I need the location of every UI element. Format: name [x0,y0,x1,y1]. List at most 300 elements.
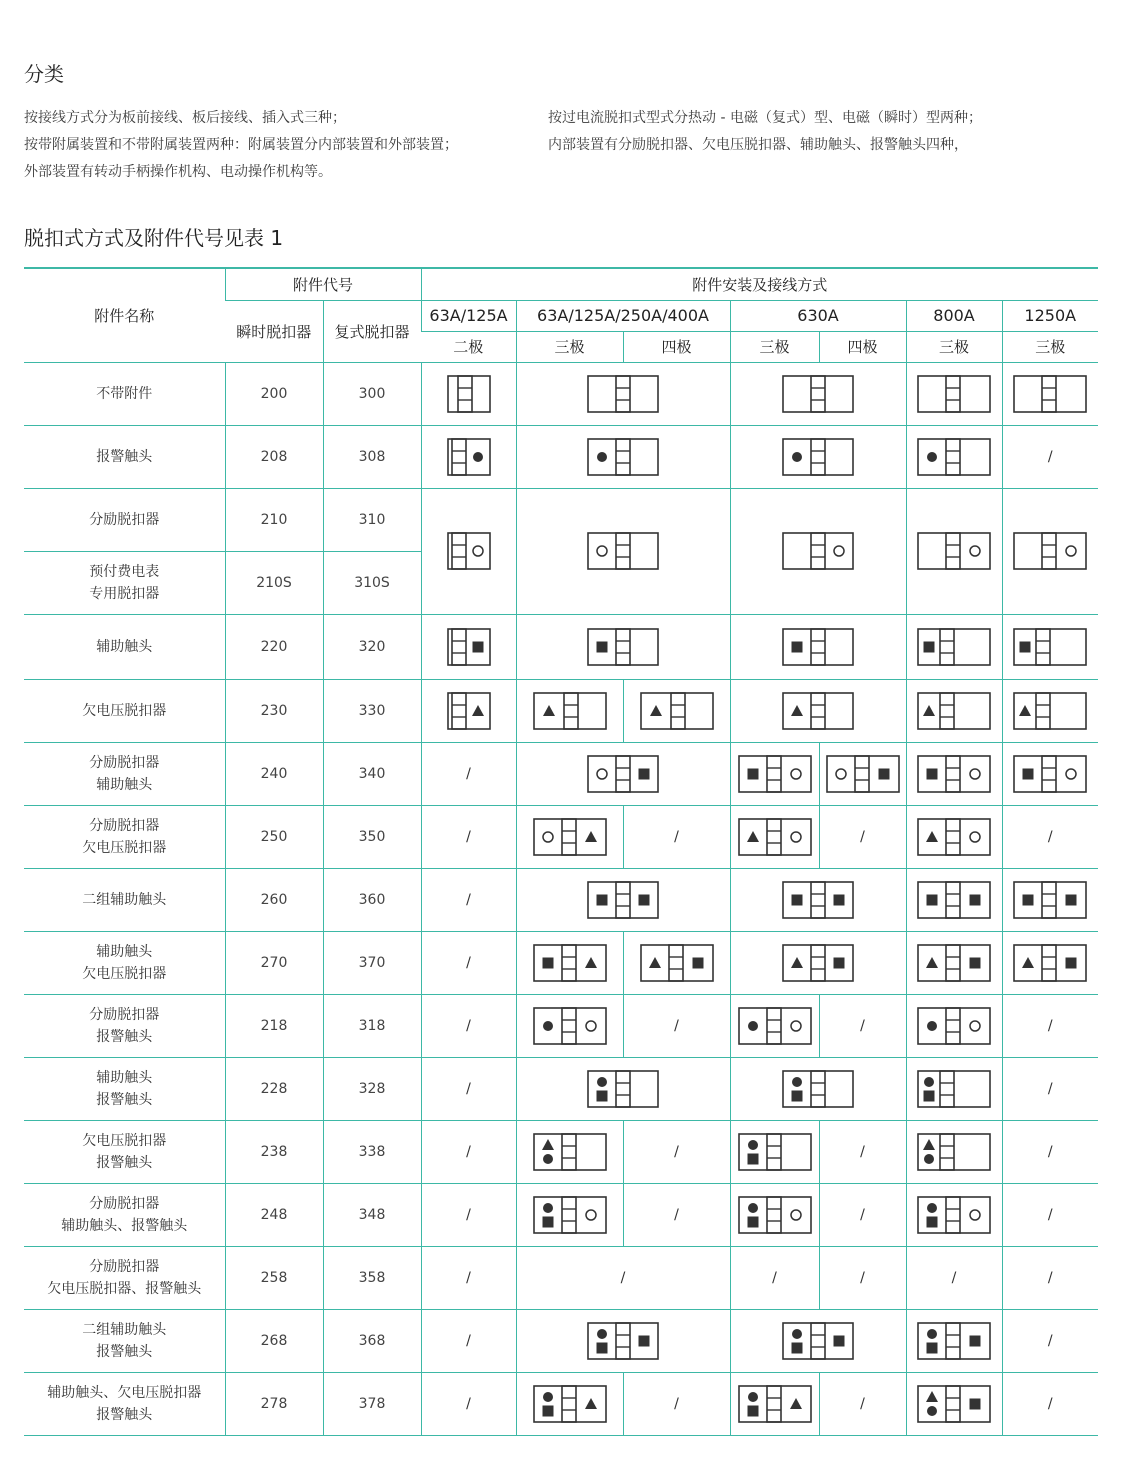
wiring-symbol [640,944,714,982]
accessory-name-line: 专用脱扣器 [89,585,160,602]
not-available: / [906,1246,1002,1309]
not-available: / [421,1057,516,1120]
compound-code: 310 [323,488,421,551]
wiring-cell [906,805,1002,868]
wiring-cell [730,742,819,805]
wiring-symbol [1013,628,1087,666]
wiring-cell [730,931,906,994]
wiring-cell [421,488,516,614]
wiring-cell [906,488,1002,614]
classification-right [548,105,982,159]
accessory-name [24,425,225,488]
wiring-symbol [587,532,659,570]
not-available: / [1002,805,1098,868]
not-available: / [1002,1057,1098,1120]
classification-line: 内部装置有分励脱扣器、欠电压脱扣器、辅助触头、报警触头四种， [548,137,968,153]
wiring-cell [1002,614,1098,679]
instant-code: 248 [225,1183,323,1246]
accessory-name-line: 分励脱扣器 [89,1195,160,1212]
wiring-symbol [640,692,714,730]
filled-square-icon [1023,768,1034,779]
wiring-cell [516,805,623,868]
filled-square-icon [639,768,650,779]
filled-circle-icon [473,452,483,462]
instant-code: 258 [225,1246,323,1309]
not-available: / [1002,1246,1098,1309]
wiring-cell [516,614,730,679]
accessory-name [24,551,225,614]
accessory-name [24,1183,225,1246]
filled-square-icon [924,641,935,652]
accessory-name [24,1372,225,1435]
accessory-name [24,1309,225,1372]
instant-code: 260 [225,868,323,931]
wiring-symbol [533,1196,607,1234]
compound-code: 308 [323,425,421,488]
wiring-cell [516,1057,730,1120]
wiring-cell [1002,742,1098,805]
accessory-name-line: 辅助触头、报警触头 [61,1217,188,1234]
wiring-symbol [917,944,991,982]
wiring-symbol [447,628,491,666]
filled-square-icon [542,1405,553,1416]
wiring-symbol [782,375,854,413]
compound-code: 318 [323,994,421,1057]
instant-code: 210S [225,551,323,614]
table-row [24,488,1098,551]
accessory-name [24,1120,225,1183]
not-available: / [421,1183,516,1246]
compound-code: 368 [323,1309,421,1372]
wiring-symbol [587,1322,659,1360]
filled-square-icon [970,1335,981,1346]
filled-square-icon [542,1216,553,1227]
wiring-symbol [447,375,491,413]
wiring-cell [730,1309,906,1372]
compound-code: 360 [323,868,421,931]
wiring-cell [906,614,1002,679]
filled-circle-icon [748,1392,758,1402]
accessory-name [24,614,225,679]
open-circle-icon [597,546,607,556]
wiring-symbol [917,628,991,666]
wiring-cell [1002,362,1098,425]
accessory-name-line: 报警触头 [96,1091,153,1108]
filled-square-icon [747,1216,758,1227]
filled-square-icon [597,894,608,905]
open-circle-icon [1066,769,1076,779]
filled-square-icon [927,1342,938,1353]
open-circle-icon [970,546,980,556]
wiring-cell [906,679,1002,742]
header-name: 附件名称 [24,268,225,362]
wiring-symbol [738,818,812,856]
wiring-cell [730,614,906,679]
header-rating: 1250A [1002,300,1098,331]
instant-code: 230 [225,679,323,742]
table-row [24,868,1098,931]
filled-circle-icon [543,1203,553,1213]
header-rating: 800A [906,300,1002,331]
table-row [24,1183,1098,1246]
header-pole: 三极 [1002,331,1098,362]
compound-code: 348 [323,1183,421,1246]
compound-code: 358 [323,1246,421,1309]
accessory-name [24,742,225,805]
wiring-symbol [782,692,854,730]
filled-square-icon [1066,894,1077,905]
accessory-name-line: 分励脱扣器 [89,754,160,771]
wiring-cell [516,425,730,488]
wiring-symbol [738,1385,812,1423]
header-pole: 三极 [906,331,1002,362]
filled-triangle-icon [791,705,803,716]
classification-line: 外部装置有转动手柄操作机构、电动操作机构等。 [24,164,332,180]
wiring-symbol [917,881,991,919]
accessory-name-line: 分励脱扣器 [89,511,160,528]
accessory-name [24,931,225,994]
wiring-cell [516,994,623,1057]
accessory-name-line: 二组辅助触头 [82,1321,167,1338]
not-available: / [1002,1120,1098,1183]
not-available: / [623,994,730,1057]
header-rating: 63A/125A [421,300,516,331]
not-available: / [1002,994,1098,1057]
header-install-group: 附件安装及接线方式 [421,268,1098,300]
filled-square-icon [639,894,650,905]
wiring-cell [730,1372,819,1435]
table-row [24,425,1098,488]
open-circle-icon [597,769,607,779]
wiring-symbol [447,692,491,730]
accessory-name-line: 欠电压脱扣器 [82,965,167,982]
wiring-cell [516,1120,623,1183]
accessory-name-line: 欠电压脱扣器 [82,702,167,719]
instant-code: 250 [225,805,323,868]
instant-code: 200 [225,362,323,425]
filled-triangle-icon [1019,705,1031,716]
filled-triangle-icon [649,957,661,968]
filled-square-icon [924,1090,935,1101]
wiring-cell [516,1183,623,1246]
not-available: / [421,1309,516,1372]
wiring-symbol [782,532,854,570]
wiring-symbol [782,1070,854,1108]
wiring-symbol [1013,532,1087,570]
filled-square-icon [747,1153,758,1164]
wiring-cell [516,1372,623,1435]
wiring-symbol [587,628,659,666]
open-circle-icon [791,832,801,842]
table-row [24,1372,1098,1435]
classification-left [24,105,458,186]
wiring-symbol [917,1133,991,1171]
wiring-symbol [826,755,900,793]
wiring-symbol [1013,881,1087,919]
wiring-symbol [587,375,659,413]
filled-triangle-icon [923,705,935,716]
header-compound: 复式脱扣器 [323,300,421,362]
open-circle-icon [970,1021,980,1031]
filled-square-icon [597,1342,608,1353]
filled-square-icon [1023,894,1034,905]
wiring-symbol [1013,692,1087,730]
filled-circle-icon [792,1329,802,1339]
header-pole: 二极 [421,331,516,362]
accessory-name-line: 辅助触头 [96,638,153,655]
accessory-name [24,868,225,931]
wiring-cell [623,931,730,994]
wiring-cell [1002,868,1098,931]
not-available: / [421,805,516,868]
filled-square-icon [970,957,981,968]
accessory-name-line: 报警触头 [96,1028,153,1045]
wiring-cell [730,488,906,614]
open-circle-icon [791,1210,801,1220]
accessory-name [24,679,225,742]
filled-triangle-icon [542,1139,554,1150]
accessory-name-line: 不带附件 [96,385,153,402]
wiring-cell [906,1309,1002,1372]
filled-circle-icon [748,1203,758,1213]
instant-code: 270 [225,931,323,994]
open-circle-icon [586,1210,596,1220]
accessory-name [24,805,225,868]
wiring-symbol [587,438,659,476]
wiring-symbol [533,818,607,856]
not-available: / [819,1372,906,1435]
wiring-cell [906,1057,1002,1120]
filled-square-icon [792,894,803,905]
accessory-name [24,362,225,425]
filled-square-icon [927,1216,938,1227]
not-available: / [516,1246,730,1309]
wiring-symbol [917,375,991,413]
not-available: / [819,805,906,868]
compound-code: 378 [323,1372,421,1435]
table-row [24,1057,1098,1120]
compound-code: 320 [323,614,421,679]
filled-square-icon [472,641,483,652]
wiring-cell [906,742,1002,805]
filled-circle-icon [927,1329,937,1339]
accessory-code-table [24,267,1098,1436]
wiring-symbol [587,755,659,793]
wiring-cell [516,488,730,614]
accessory-name [24,488,225,551]
open-circle-icon [473,546,483,556]
wiring-symbol [917,1385,991,1423]
wiring-symbol [738,1007,812,1045]
accessory-name [24,1246,225,1309]
filled-circle-icon [748,1021,758,1031]
filled-circle-icon [597,1329,607,1339]
filled-square-icon [1066,957,1077,968]
not-available: / [730,1246,819,1309]
wiring-cell [906,362,1002,425]
wiring-cell [730,1183,819,1246]
wiring-symbol [917,1196,991,1234]
wiring-symbol [587,1070,659,1108]
open-circle-icon [791,1021,801,1031]
header-instant: 瞬时脱扣器 [225,300,323,362]
compound-code: 350 [323,805,421,868]
instant-code: 208 [225,425,323,488]
open-circle-icon [970,1210,980,1220]
wiring-symbol [1013,944,1087,982]
wiring-cell [516,1309,730,1372]
wiring-cell [421,614,516,679]
wiring-symbol [533,1007,607,1045]
filled-circle-icon [924,1154,934,1164]
filled-circle-icon [927,1203,937,1213]
filled-circle-icon [792,1077,802,1087]
filled-triangle-icon [650,705,662,716]
not-available: / [1002,425,1098,488]
wiring-symbol [533,692,607,730]
wiring-symbol [447,438,491,476]
wiring-cell [819,742,906,805]
wiring-cell [1002,679,1098,742]
not-available: / [819,1246,906,1309]
filled-square-icon [792,1090,803,1101]
instant-code: 218 [225,994,323,1057]
filled-square-icon [747,1405,758,1416]
wiring-symbol [782,1322,854,1360]
filled-circle-icon [748,1140,758,1150]
table-row [24,1120,1098,1183]
not-available: / [623,1120,730,1183]
wiring-cell [516,362,730,425]
not-available: / [819,1120,906,1183]
not-available: / [421,994,516,1057]
not-available: / [1002,1183,1098,1246]
accessory-name-line: 辅助触头 [96,1069,153,1086]
wiring-cell [421,362,516,425]
filled-triangle-icon [790,1398,802,1409]
accessory-name-line: 分励脱扣器 [89,1258,160,1275]
not-available: / [623,1183,730,1246]
compound-code: 340 [323,742,421,805]
open-circle-icon [791,769,801,779]
filled-triangle-icon [472,705,484,716]
compound-code: 300 [323,362,421,425]
accessory-name-line: 分励脱扣器 [89,1006,160,1023]
wiring-symbol [738,1196,812,1234]
table-title: 脱扣式方式及附件代号见表 1 [24,226,284,250]
filled-triangle-icon [926,1391,938,1402]
table-row [24,1246,1098,1309]
wiring-cell [1002,931,1098,994]
accessory-name-line: 欠电压脱扣器 [82,1132,167,1149]
accessory-name-line: 预付费电表 [89,563,160,580]
wiring-symbol [587,881,659,919]
wiring-symbol [533,1385,607,1423]
not-available: / [623,805,730,868]
filled-square-icon [834,957,845,968]
header-pole: 四极 [819,331,906,362]
instant-code: 240 [225,742,323,805]
header-code-group: 附件代号 [225,268,421,300]
filled-square-icon [878,768,889,779]
filled-square-icon [542,957,553,968]
filled-square-icon [792,1342,803,1353]
instant-code: 220 [225,614,323,679]
accessory-name-line: 报警触头 [96,1343,153,1360]
table-row [24,994,1098,1057]
table-row [24,742,1098,805]
accessory-name-line: 欠电压脱扣器、报警触头 [47,1280,202,1297]
classification-line: 按过电流脱扣式型式分热动 - 电磁（复式）型、电磁（瞬时）型两种； [548,110,982,126]
wiring-cell [730,425,906,488]
header-pole: 三极 [516,331,623,362]
wiring-symbol [738,755,812,793]
instant-code: 210 [225,488,323,551]
filled-triangle-icon [926,957,938,968]
filled-circle-icon [543,1021,553,1031]
wiring-cell [906,1120,1002,1183]
compound-code: 330 [323,679,421,742]
wiring-cell [730,994,819,1057]
filled-circle-icon [927,452,937,462]
classification-line: 按带附属装置和不带附属装置两种：附属装置分内部装置和外部装置； [24,137,458,153]
accessory-name-line: 报警触头 [96,448,153,465]
not-available: / [1002,1309,1098,1372]
not-available: / [421,742,516,805]
filled-square-icon [834,894,845,905]
filled-circle-icon [927,1021,937,1031]
instant-code: 268 [225,1309,323,1372]
classification-line: 按接线方式分为板前接线、板后接线、插入式三种； [24,110,346,126]
not-available: / [1002,1372,1098,1435]
wiring-cell [623,679,730,742]
not-available: / [623,1372,730,1435]
open-circle-icon [1066,546,1076,556]
not-available: / [421,868,516,931]
filled-square-icon [927,768,938,779]
wiring-cell [421,425,516,488]
open-circle-icon [834,546,844,556]
filled-square-icon [597,1090,608,1101]
header-rating: 63A/125A/250A/400A [516,300,730,331]
instant-code: 228 [225,1057,323,1120]
wiring-symbol [917,438,991,476]
wiring-cell [906,868,1002,931]
accessory-name-line: 二组辅助触头 [82,891,167,908]
wiring-cell [730,805,819,868]
filled-square-icon [692,957,703,968]
wiring-symbol [917,1322,991,1360]
wiring-cell [421,679,516,742]
not-available: / [421,1120,516,1183]
not-available: / [421,1372,516,1435]
accessory-name-line: 报警触头 [96,1154,153,1171]
table-row [24,1309,1098,1372]
filled-triangle-icon [585,1398,597,1409]
open-circle-icon [543,832,553,842]
wiring-cell [516,679,623,742]
open-circle-icon [970,832,980,842]
filled-circle-icon [792,452,802,462]
wiring-symbol [738,1133,812,1171]
table-row [24,679,1098,742]
wiring-cell [730,679,906,742]
filled-triangle-icon [543,705,555,716]
wiring-symbol [533,944,607,982]
table-row [24,362,1098,425]
accessory-name-line: 报警触头 [96,1406,153,1423]
not-available: / [421,1246,516,1309]
